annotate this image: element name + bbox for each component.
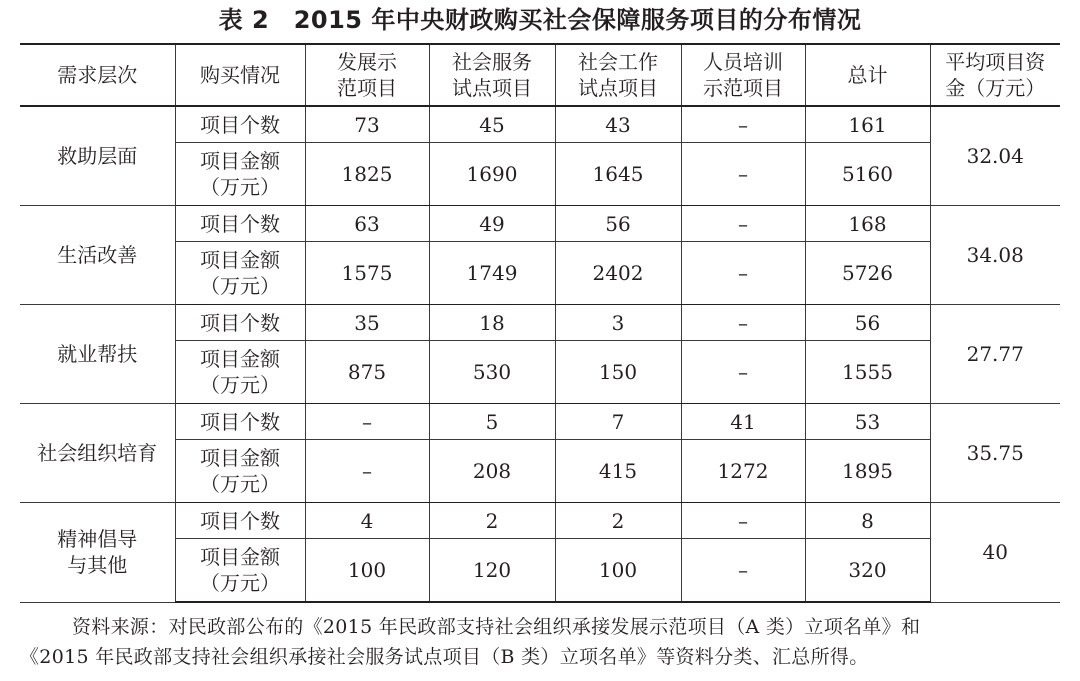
value-cell: 73 — [305, 106, 429, 143]
value-cell: 1825 — [305, 143, 429, 206]
need-level-cell — [20, 404, 175, 503]
total-cell: 1555 — [805, 341, 930, 404]
table-row — [20, 206, 1060, 242]
value-cell: – — [305, 440, 429, 503]
value-cell: 208 — [429, 440, 555, 503]
value-cell: 7 — [555, 404, 681, 440]
row-label-amount — [175, 242, 305, 305]
value-cell: 1690 — [429, 143, 555, 206]
header-socialwork-line2: 试点项目 — [578, 76, 658, 100]
need-level-cell — [20, 305, 175, 404]
header-demo-line2: 范项目 — [337, 76, 397, 100]
average-cell: 27.77 — [930, 305, 1060, 404]
source-note-line1: 资料来源：对民政部公布的《2015 年民政部支持社会组织承接发展示范项目（A 类）立项名单》和 — [72, 616, 921, 638]
value-cell: 56 — [555, 206, 681, 242]
header-service-line2: 试点项目 — [452, 76, 532, 100]
value-cell: 43 — [555, 106, 681, 143]
row-label-amount — [175, 440, 305, 503]
value-cell: 1645 — [555, 143, 681, 206]
table-row — [20, 341, 1060, 404]
header-total: 总计 — [805, 44, 930, 106]
header-service-pilot — [429, 44, 555, 106]
need-level-label: 救助层面 — [57, 144, 138, 168]
row-label-count: 项目个数 — [175, 305, 305, 341]
need-level-label: 社会组织培育 — [37, 441, 158, 465]
row-label-amount — [175, 539, 305, 603]
value-cell: 2 — [555, 503, 681, 539]
value-cell: 2 — [429, 503, 555, 539]
value-cell: 45 — [429, 106, 555, 143]
row-label-count: 项目个数 — [175, 503, 305, 539]
value-cell: 1749 — [429, 242, 555, 305]
average-cell: 34.08 — [930, 206, 1060, 305]
amount-label-line1: 项目金额 — [200, 347, 280, 371]
header-demo-projects — [305, 44, 429, 106]
amount-label-line2: （万元） — [200, 175, 280, 199]
value-cell: 2402 — [555, 242, 681, 305]
table-row — [20, 242, 1060, 305]
header-average-funding — [930, 44, 1060, 106]
value-cell: 100 — [555, 539, 681, 603]
header-need-level: 需求层次 — [20, 44, 175, 106]
value-cell: 875 — [305, 341, 429, 404]
value-cell: 1575 — [305, 242, 429, 305]
amount-label-line1: 项目金额 — [200, 248, 280, 272]
table-row — [20, 143, 1060, 206]
value-cell: 35 — [305, 305, 429, 341]
row-label-amount — [175, 341, 305, 404]
total-cell: 1895 — [805, 440, 930, 503]
need-level-label: 精神倡导 — [57, 527, 138, 552]
header-purchase: 购买情况 — [175, 44, 305, 106]
header-training-line1: 人员培训 — [703, 50, 783, 74]
value-cell: 530 — [429, 341, 555, 404]
value-cell: 100 — [305, 539, 429, 603]
average-cell: 40 — [930, 503, 1060, 603]
amount-label-line2: （万元） — [200, 373, 280, 397]
total-cell: 8 — [805, 503, 930, 539]
average-cell: 35.75 — [930, 404, 1060, 503]
value-cell: 120 — [429, 539, 555, 603]
table-row — [20, 404, 1060, 440]
value-cell: – — [681, 143, 805, 206]
value-cell: 18 — [429, 305, 555, 341]
total-cell: 5160 — [805, 143, 930, 206]
amount-label-line2: （万元） — [200, 571, 280, 595]
row-label-count: 项目个数 — [175, 206, 305, 242]
value-cell: – — [681, 206, 805, 242]
value-cell: 49 — [429, 206, 555, 242]
header-training-line2: 示范项目 — [703, 76, 783, 100]
need-level-cell — [20, 106, 175, 206]
row-label-count: 项目个数 — [175, 106, 305, 143]
value-cell: – — [681, 341, 805, 404]
table-row — [20, 503, 1060, 539]
average-cell: 32.04 — [930, 106, 1060, 206]
need-level-label: 就业帮扶 — [57, 342, 138, 366]
source-note-line2: 《2015 年民政部支持社会组织承接社会服务试点项目（B 类）立项名单》等资料分类、汇总所得。 — [20, 646, 869, 668]
value-cell: 63 — [305, 206, 429, 242]
data-table — [20, 43, 1060, 603]
total-cell: 53 — [805, 404, 930, 440]
total-cell: 320 — [805, 539, 930, 603]
amount-label-line1: 项目金额 — [200, 545, 280, 569]
amount-label-line1: 项目金额 — [200, 149, 280, 173]
value-cell: 415 — [555, 440, 681, 503]
need-level-cell — [20, 503, 175, 603]
header-demo-line1: 发展示 — [337, 50, 397, 74]
total-cell: 168 — [805, 206, 930, 242]
value-cell: 1272 — [681, 440, 805, 503]
table-row — [20, 539, 1060, 603]
value-cell: 4 — [305, 503, 429, 539]
table-row — [20, 106, 1060, 143]
need-level-cell — [20, 206, 175, 305]
value-cell: 5 — [429, 404, 555, 440]
need-level-label-line2: 与其他 — [67, 553, 128, 578]
value-cell: – — [681, 305, 805, 341]
table-title: 表 2 2015 年中央财政购买社会保障服务项目的分布情况 — [218, 6, 862, 34]
total-cell: 56 — [805, 305, 930, 341]
value-cell: 41 — [681, 404, 805, 440]
value-cell: 3 — [555, 305, 681, 341]
table-row — [20, 440, 1060, 503]
header-service-line1: 社会服务 — [452, 50, 532, 74]
value-cell: – — [681, 539, 805, 603]
amount-label-line1: 项目金额 — [200, 446, 280, 470]
header-avg-line2: 金（万元） — [945, 76, 1046, 100]
need-level-label: 生活改善 — [57, 243, 138, 267]
value-cell: – — [681, 106, 805, 143]
value-cell: – — [681, 503, 805, 539]
header-avg-line1: 平均项目资 — [945, 50, 1046, 74]
table-row — [20, 305, 1060, 341]
header-socialwork-line1: 社会工作 — [578, 50, 658, 74]
amount-label-line2: （万元） — [200, 274, 280, 298]
value-cell: – — [681, 242, 805, 305]
row-label-amount — [175, 143, 305, 206]
value-cell: 150 — [555, 341, 681, 404]
header-social-work-pilot — [555, 44, 681, 106]
source-note — [20, 612, 1060, 672]
total-cell: 5726 — [805, 242, 930, 305]
amount-label-line2: （万元） — [200, 472, 280, 496]
total-cell: 161 — [805, 106, 930, 143]
value-cell: – — [305, 404, 429, 440]
header-row — [20, 44, 1060, 106]
header-training-demo — [681, 44, 805, 106]
row-label-count: 项目个数 — [175, 404, 305, 440]
